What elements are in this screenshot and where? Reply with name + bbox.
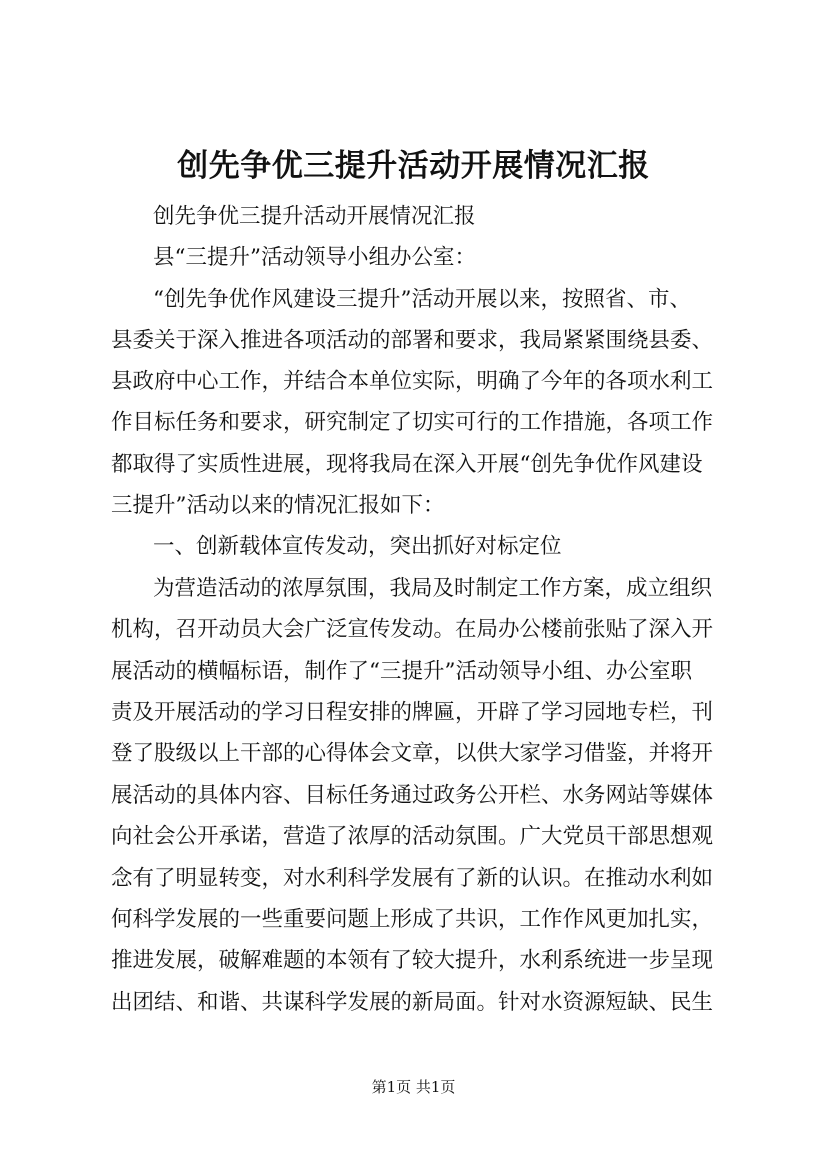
paragraph-line: 机构，召开动员大会广泛宣传发动。在局办公楼前张贴了深入开 <box>111 617 714 642</box>
paragraph-line: 展活动的横幅标语，制作了“三提升”活动领导小组、办公室职 <box>111 659 692 684</box>
document-title: 创先争优三提升活动开展情况汇报 <box>177 148 650 184</box>
addressee-line: 县“三提升”活动领导小组办公室： <box>153 245 476 270</box>
paragraph-line: 登了股级以上干部的心得体会文章，以供大家学习借鉴，并将开 <box>111 741 714 766</box>
paragraph-line: 出团结、和谐、共谋科学发展的新局面。针对水资源短缺、民生 <box>111 990 714 1015</box>
subtitle-line: 创先争优三提升活动开展情况汇报 <box>153 204 476 229</box>
paragraph-line: 县委关于深入推进各项活动的部署和要求，我局紧紧围绕县委、 <box>111 328 714 353</box>
paragraph-line: 责及开展活动的学习日程安排的牌匾，开辟了学习园地专栏，刊 <box>111 700 714 725</box>
page-number-footer: 第1页 共1页 <box>371 1078 456 1096</box>
paragraph-line: 作目标任务和要求，研究制定了切实可行的工作措施，各项工作 <box>111 410 714 435</box>
paragraph-line: 念有了明显转变，对水利科学发展有了新的认识。在推动水利如 <box>111 866 714 891</box>
paragraph-line: “创先争优作风建设三提升”活动开展以来，按照省、市、 <box>153 287 691 312</box>
paragraph-line: 县政府中心工作，并结合本单位实际，明确了今年的各项水利工 <box>111 369 714 394</box>
paragraph-line: 何科学发展的一些重要问题上形成了共识，工作作风更加扎实， <box>111 907 714 932</box>
paragraph-line: 为营造活动的浓厚氛围，我局及时制定工作方案，成立组织 <box>153 576 713 601</box>
section-heading: 一、创新载体宣传发动，突出抓好对标定位 <box>153 534 562 559</box>
paragraph-line: 展活动的具体内容、目标任务通过政务公开栏、水务网站等媒体 <box>111 783 714 808</box>
paragraph-line: 推进发展，破解难题的本领有了较大提升，水利系统进一步呈现 <box>111 948 714 973</box>
paragraph-line: 都取得了实质性进展，现将我局在深入开展“创先争优作风建设 <box>111 452 703 477</box>
paragraph-line: 三提升”活动以来的情况汇报如下： <box>111 493 445 518</box>
paragraph-line: 向社会公开承诺，营造了浓厚的活动氛围。广大党员干部思想观 <box>111 824 714 849</box>
